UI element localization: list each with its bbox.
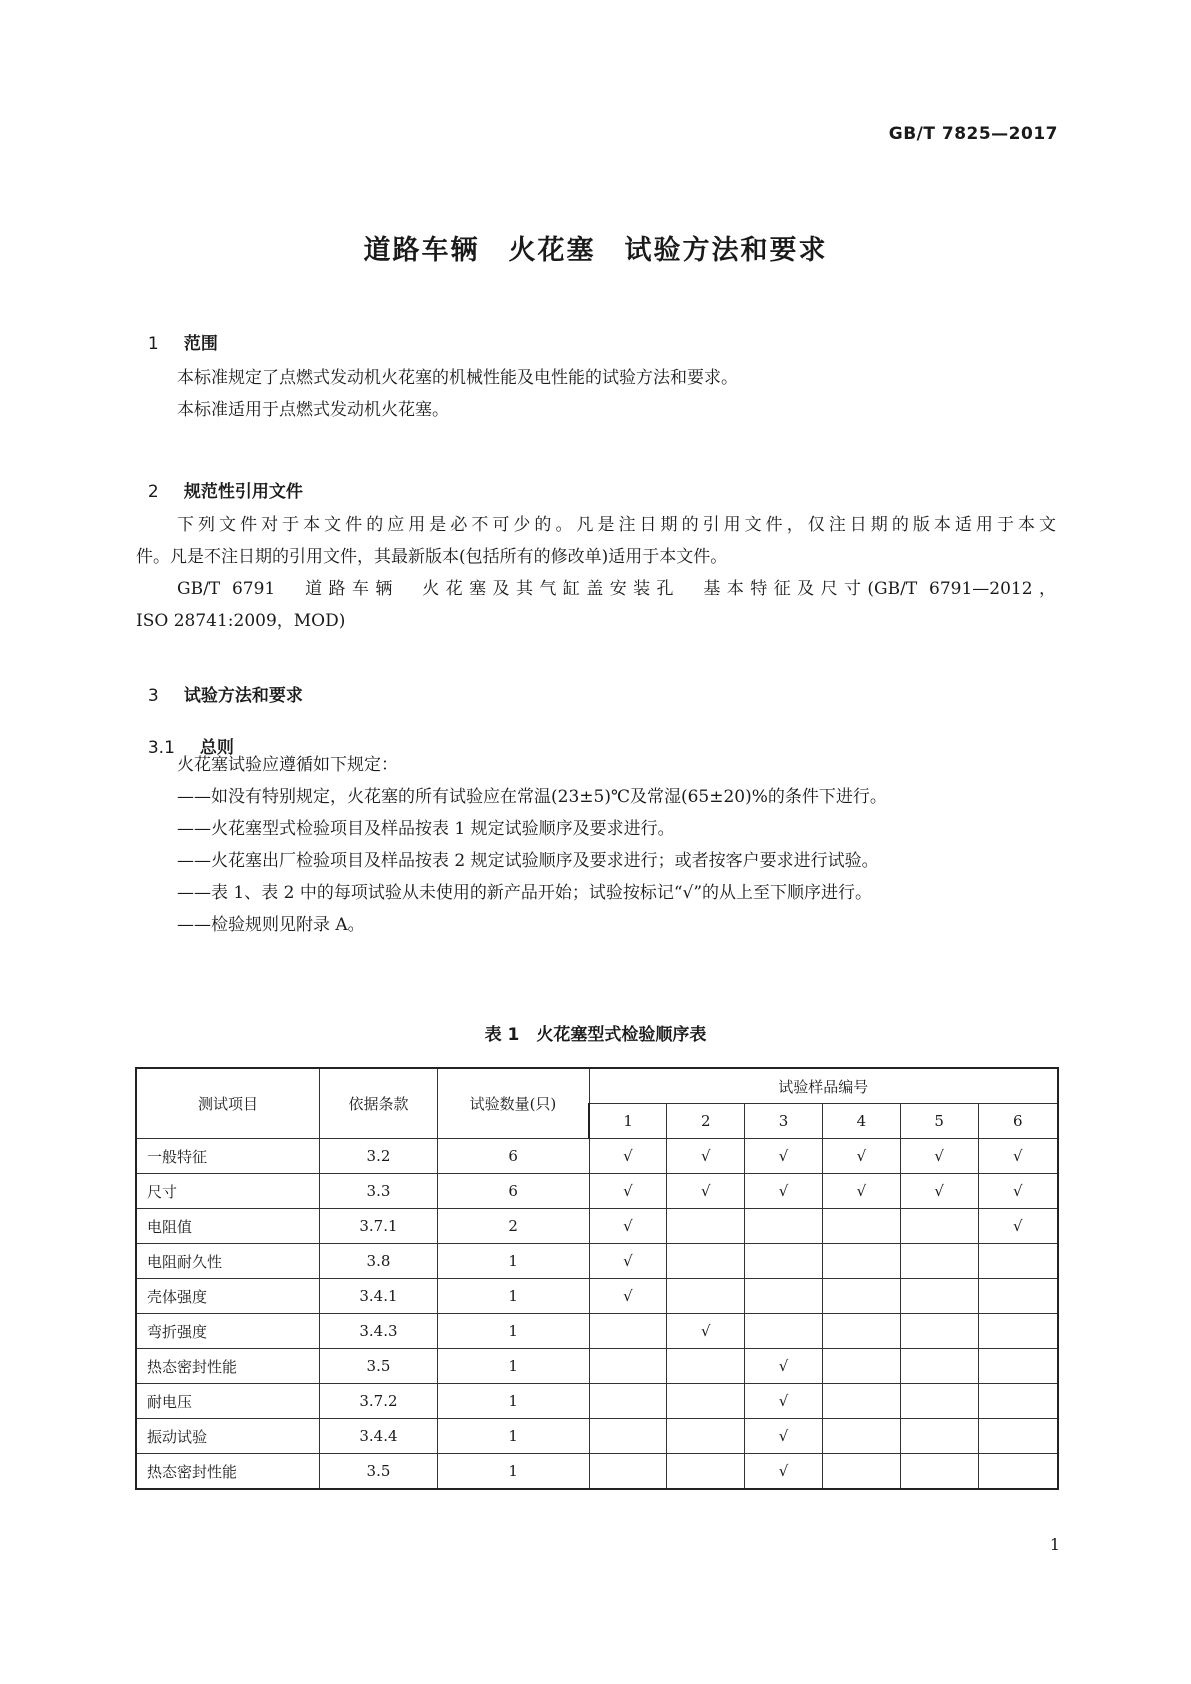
clause-cell: 3.2 <box>320 1139 438 1174</box>
quantity-cell: 6 <box>437 1139 589 1174</box>
table-row <box>136 1174 1058 1209</box>
quantity-cell: 2 <box>437 1209 589 1244</box>
test-item-cell: 尺寸 <box>136 1174 320 1209</box>
section-number: 2 <box>147 482 159 502</box>
sample-mark-cell <box>978 1314 1058 1349</box>
sample-mark-cell: √ <box>978 1139 1058 1174</box>
sample-mark-cell <box>589 1454 667 1490</box>
table-row <box>136 1419 1058 1454</box>
sample-mark-cell: √ <box>589 1139 667 1174</box>
header-clause: 依据条款 <box>320 1068 438 1139</box>
sample-mark-cell: √ <box>589 1174 667 1209</box>
test-item-cell: 热态密封性能 <box>136 1454 320 1490</box>
quantity-cell: 1 <box>437 1279 589 1314</box>
page-number: 1 <box>1049 1535 1060 1554</box>
sample-id-header: 4 <box>822 1104 900 1139</box>
quantity-cell: 1 <box>437 1314 589 1349</box>
sample-mark-cell: √ <box>745 1174 823 1209</box>
section-title: 范围 <box>183 334 218 354</box>
clause-cell: 3.5 <box>320 1454 438 1490</box>
sample-mark-cell <box>822 1209 900 1244</box>
clause-cell: 3.4.3 <box>320 1314 438 1349</box>
clause-cell: 3.5 <box>320 1349 438 1384</box>
quantity-cell: 1 <box>437 1384 589 1419</box>
sample-mark-cell: √ <box>745 1454 823 1490</box>
section-3-heading <box>136 661 303 706</box>
table-body <box>136 1139 1058 1490</box>
section-3-1-body <box>136 749 1056 941</box>
standard-code: GB/T 7825—2017 <box>888 124 1058 144</box>
sample-mark-cell <box>900 1314 978 1349</box>
test-item-cell: 振动试验 <box>136 1419 320 1454</box>
sample-mark-cell: √ <box>978 1174 1058 1209</box>
sample-id-header: 3 <box>745 1104 823 1139</box>
clause-cell: 3.7.2 <box>320 1384 438 1419</box>
section-title: 试验方法和要求 <box>183 686 303 706</box>
quantity-cell: 6 <box>437 1174 589 1209</box>
sample-mark-cell: √ <box>589 1209 667 1244</box>
test-item-cell: 热态密封性能 <box>136 1349 320 1384</box>
sample-mark-cell <box>822 1279 900 1314</box>
sample-mark-cell <box>978 1244 1058 1279</box>
rule-line: ——火花塞型式检验项目及样品按表 1 规定试验顺序及要求进行。 <box>177 819 675 839</box>
sample-mark-cell <box>900 1279 978 1314</box>
table-row <box>136 1454 1058 1490</box>
inspection-sequence-table <box>135 1067 1059 1490</box>
paragraph-line: 下列文件对于本文件的应用是必不可少的。凡是注日期的引用文件，仅注日期的版本适用于本文 <box>177 515 1056 535</box>
sample-mark-cell <box>667 1209 745 1244</box>
sample-mark-cell: √ <box>900 1139 978 1174</box>
sample-id-header: 2 <box>667 1104 745 1139</box>
sample-mark-cell <box>822 1419 900 1454</box>
table-row <box>136 1244 1058 1279</box>
test-item-cell: 耐电压 <box>136 1384 320 1419</box>
clause-cell: 3.4.4 <box>320 1419 438 1454</box>
table-row <box>136 1209 1058 1244</box>
sample-mark-cell: √ <box>745 1139 823 1174</box>
paragraph-line: 件。凡是不注日期的引用文件，其最新版本(包括所有的修改单)适用于本文件。 <box>136 547 728 567</box>
sample-mark-cell <box>822 1244 900 1279</box>
sample-mark-cell: √ <box>745 1349 823 1384</box>
rule-line: ——火花塞出厂检验项目及样品按表 2 规定试验顺序及要求进行；或者按客户要求进行试验。 <box>177 851 879 871</box>
reference-line: ISO 28741:2009，MOD) <box>136 611 346 631</box>
sample-mark-cell <box>900 1419 978 1454</box>
reference-line: GB/T 6791 道路车辆 火花塞及其气缸盖安装孔 基本特征及尺寸(GB/T 6791—2012， <box>177 579 1056 599</box>
sample-mark-cell <box>978 1454 1058 1490</box>
table-caption: 表 1 火花塞型式检验顺序表 <box>484 1025 707 1045</box>
sample-mark-cell: √ <box>822 1139 900 1174</box>
section-1-heading <box>136 309 218 354</box>
sample-mark-cell <box>745 1244 823 1279</box>
sample-mark-cell <box>822 1454 900 1490</box>
table-row <box>136 1314 1058 1349</box>
rule-line: 火花塞试验应遵循如下规定： <box>177 755 398 775</box>
sample-mark-cell <box>900 1384 978 1419</box>
sample-mark-cell <box>667 1279 745 1314</box>
table-row <box>136 1139 1058 1174</box>
sample-mark-cell <box>900 1209 978 1244</box>
quantity-cell: 1 <box>437 1244 589 1279</box>
sample-mark-cell <box>822 1384 900 1419</box>
sample-mark-cell <box>589 1384 667 1419</box>
table-row <box>136 1349 1058 1384</box>
test-item-cell: 弯折强度 <box>136 1314 320 1349</box>
sample-mark-cell: √ <box>589 1244 667 1279</box>
sample-mark-cell <box>978 1279 1058 1314</box>
quantity-cell: 1 <box>437 1454 589 1490</box>
test-item-cell: 电阻耐久性 <box>136 1244 320 1279</box>
sample-mark-cell <box>667 1454 745 1490</box>
paragraph: 本标准适用于点燃式发动机火花塞。 <box>177 400 449 420</box>
sample-mark-cell <box>745 1279 823 1314</box>
clause-cell: 3.8 <box>320 1244 438 1279</box>
document-title: 道路车辆 火花塞 试验方法和要求 <box>363 235 828 266</box>
sample-mark-cell <box>745 1314 823 1349</box>
sample-id-header: 6 <box>978 1104 1058 1139</box>
section-title: 总则 <box>199 738 234 758</box>
paragraph: 本标准规定了点燃式发动机火花塞的机械性能及电性能的试验方法和要求。 <box>177 368 738 388</box>
sample-mark-cell <box>900 1244 978 1279</box>
section-number: 1 <box>147 334 159 354</box>
quantity-cell: 1 <box>437 1419 589 1454</box>
section-number: 3.1 <box>147 738 175 758</box>
clause-cell: 3.3 <box>320 1174 438 1209</box>
sample-mark-cell <box>667 1384 745 1419</box>
sample-mark-cell: √ <box>667 1139 745 1174</box>
sample-mark-cell: √ <box>667 1174 745 1209</box>
sample-mark-cell <box>667 1419 745 1454</box>
rule-line: ——检验规则见附录 A。 <box>177 915 365 935</box>
sample-mark-cell: √ <box>978 1209 1058 1244</box>
section-2-body <box>136 509 1056 637</box>
rule-line: ——如没有特别规定，火花塞的所有试验应在常温(23±5)℃及常湿(65±20)%的条件下进行。 <box>177 787 887 807</box>
sample-mark-cell <box>900 1454 978 1490</box>
sample-mark-cell <box>667 1244 745 1279</box>
quantity-cell: 1 <box>437 1349 589 1384</box>
sample-mark-cell <box>978 1419 1058 1454</box>
section-2-heading <box>136 457 303 502</box>
sample-mark-cell <box>589 1349 667 1384</box>
header-item: 测试项目 <box>136 1068 320 1139</box>
test-item-cell: 一般特征 <box>136 1139 320 1174</box>
test-item-cell: 电阻值 <box>136 1209 320 1244</box>
sample-mark-cell: √ <box>900 1174 978 1209</box>
sample-mark-cell <box>822 1314 900 1349</box>
sample-mark-cell: √ <box>745 1384 823 1419</box>
table-row <box>136 1384 1058 1419</box>
clause-cell: 3.7.1 <box>320 1209 438 1244</box>
sample-mark-cell <box>589 1314 667 1349</box>
section-title: 规范性引用文件 <box>183 482 303 502</box>
sample-id-header: 1 <box>589 1104 667 1139</box>
test-item-cell: 壳体强度 <box>136 1279 320 1314</box>
clause-cell: 3.4.1 <box>320 1279 438 1314</box>
sample-mark-cell <box>589 1419 667 1454</box>
sample-mark-cell <box>978 1384 1058 1419</box>
sample-mark-cell <box>745 1209 823 1244</box>
sample-mark-cell <box>667 1349 745 1384</box>
sample-mark-cell <box>900 1349 978 1384</box>
sample-mark-cell <box>978 1349 1058 1384</box>
sample-mark-cell: √ <box>589 1279 667 1314</box>
section-1-body <box>136 362 1056 426</box>
rule-line: ——表 1、表 2 中的每项试验从未使用的新产品开始；试验按标记“√”的从上至下顺序进行。 <box>177 883 873 903</box>
sample-id-header: 5 <box>900 1104 978 1139</box>
sample-mark-cell: √ <box>745 1419 823 1454</box>
sample-mark-cell: √ <box>667 1314 745 1349</box>
header-quantity: 试验数量(只) <box>437 1068 589 1139</box>
sample-mark-cell: √ <box>822 1174 900 1209</box>
sample-mark-cell <box>822 1349 900 1384</box>
header-sample-numbers: 试验样品编号 <box>589 1068 1058 1104</box>
table-row <box>136 1279 1058 1314</box>
section-number: 3 <box>147 686 159 706</box>
